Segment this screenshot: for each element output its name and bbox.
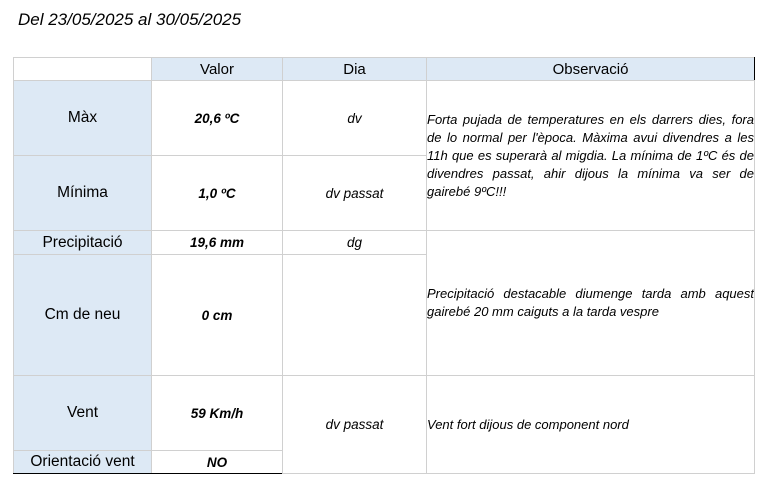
day-min: dv passat [283, 156, 427, 231]
period-title: Del 23/05/2025 al 30/05/2025 [18, 10, 242, 29]
label-wind: Vent [14, 376, 152, 451]
row-precipitation [14, 231, 755, 255]
value-precipitation: 19,6 mm [152, 231, 283, 255]
label-max: Màx [14, 81, 152, 156]
day-precipitation: dg [283, 231, 427, 255]
value-wind-direction: NO [152, 451, 283, 474]
value-snow: 0 cm [152, 255, 283, 376]
observation-wind: Vent fort dijous de component nord [427, 376, 755, 474]
day-wind: dv passat [283, 376, 427, 474]
observation-temperature: Forta pujada de temperatures en els darrers dies, fora de lo normal per l'època. Màxima avui divendres a les 11h que es superarà al migdia. La mínima de 1ºC és de divendres passat, ahir dijous la mínima va ser de gairebé 9ºC!!! [427, 81, 755, 231]
row-wind [14, 376, 755, 451]
header-observacio: Observació [427, 58, 755, 81]
weather-summary-table [13, 57, 755, 474]
label-precipitation: Precipitació [14, 231, 152, 255]
label-min: Mínima [14, 156, 152, 231]
header-valor: Valor [152, 58, 283, 81]
row-max [14, 81, 755, 156]
header-blank [14, 58, 152, 81]
value-min: 1,0 ºC [152, 156, 283, 231]
value-wind: 59 Km/h [152, 376, 283, 451]
header-row [14, 58, 755, 81]
value-max: 20,6 ºC [152, 81, 283, 156]
header-dia: Dia [283, 58, 427, 81]
label-snow: Cm de neu [14, 255, 152, 376]
observation-precipitation: Precipitació destacable diumenge tarda amb aquest gairebé 20 mm caiguts a la tarda vespre [427, 231, 755, 376]
day-snow [283, 255, 427, 376]
label-wind-direction: Orientació vent [14, 451, 152, 474]
day-max: dv [283, 81, 427, 156]
